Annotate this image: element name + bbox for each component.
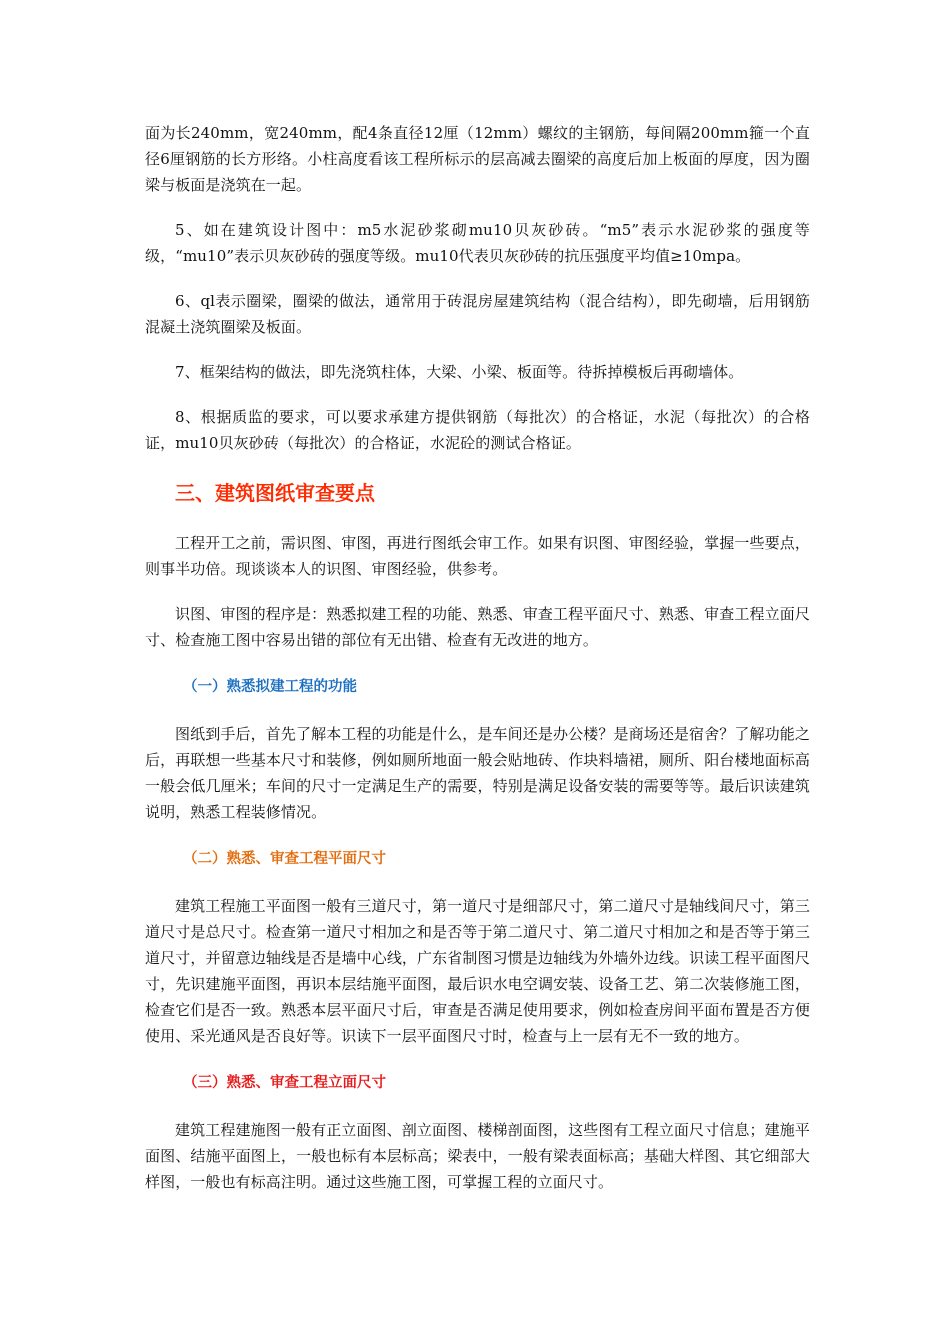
subsection-1-paragraph: 图纸到手后，首先了解本工程的功能是什么，是车间还是办公楼？是商场还是宿舍？了解功能之后，再联想一些基本尺寸和装修，例如厕所地面一般会贴地砖、作块料墙裙，厕所、阳台楼地面标高一般会低几厘米；车间的尺寸一定满足生产的需要，特别是满足设备安装的需要等等。最后识读建筑说明，熟悉工程装修情况。 bbox=[145, 725, 810, 821]
subsection-3-paragraph: 建筑工程建施图一般有正立面图、剖立面图、楼梯剖面图，这些图有工程立面尺寸信息；建施平面图、结施平面图上，一般也标有本层标高；梁表中，一般有梁表面标高；基础大样图、其它细部大样图，一般也有标高注明。通过这些施工图，可掌握工程的立面尺寸。 bbox=[145, 1121, 810, 1191]
paragraph-item-8: 8、根据质监的要求，可以要求承建方提供钢筋（每批次）的合格证，水泥（每批次）的合格证，mu10贝灰砂砖（每批次）的合格证，水泥砼的测试合格证。 bbox=[145, 408, 810, 452]
paragraph-intro: 面为长240mm，宽240mm，配4条直径12厘（12mm）螺纹的主钢筋，每间隔200mm箍一个直径6厘钢筋的长方形络。小柱高度看该工程所标示的层高减去圈梁的高度后加上板面的厚度，因为圈梁与板面是浇筑在一起。 bbox=[145, 124, 810, 194]
subsection-3-heading: （三）熟悉、审查工程立面尺寸 bbox=[183, 1075, 386, 1091]
document-page bbox=[145, 120, 810, 1195]
subsection-2-paragraph: 建筑工程施工平面图一般有三道尺寸，第一道尺寸是细部尺寸，第二道尺寸是轴线间尺寸，第三道尺寸是总尺寸。检查第一道尺寸相加之和是否等于第二道尺寸、第二道尺寸相加之和是否等于第三道尺寸，并留意边轴线是否是墙中心线，广东省制图习惯是边轴线为外墙外边线。识读工程平面图尺寸，先识建施平面图，再识本层结施平面图，最后识水电空调安装、设备工艺、第二次装修施工图，检查它们是否一致。熟悉本层平面尺寸后，审查是否满足使用要求，例如检查房间平面布置是否方便使用、采光通风是否良好等。识读下一层平面图尺寸时，检查与上一层有无不一致的地方。 bbox=[145, 897, 810, 1045]
section-3-heading: 三、建筑图纸审查要点 bbox=[175, 481, 375, 505]
paragraph-item-7: 7、框架结构的做法，即先浇筑柱体，大梁、小梁、板面等。待拆掉模板后再砌墙体。 bbox=[175, 363, 744, 381]
section-3-paragraph-2: 识图、审图的程序是：熟悉拟建工程的功能、熟悉、审查工程平面尺寸、熟悉、审查工程立面尺寸、检查施工图中容易出错的部位有无出错、检查有无改进的地方。 bbox=[145, 605, 810, 649]
subsection-2-heading: （二）熟悉、审查工程平面尺寸 bbox=[183, 851, 386, 867]
paragraph-item-6: 6、ql表示圈梁，圈梁的做法，通常用于砖混房屋建筑结构（混合结构），即先砌墙，后用钢筋混凝土浇筑圈梁及板面。 bbox=[145, 292, 810, 336]
section-3-paragraph-1: 工程开工之前，需识图、审图，再进行图纸会审工作。如果有识图、审图经验，掌握一些要点，则事半功倍。现谈谈本人的识图、审图经验，供参考。 bbox=[145, 534, 810, 578]
subsection-1-heading: （一）熟悉拟建工程的功能 bbox=[183, 679, 357, 695]
paragraph-item-5: 5、如在建筑设计图中：m5水泥砂浆砌mu10贝灰砂砖。“m5”表示水泥砂浆的强度等级，“mu10”表示贝灰砂砖的强度等级。mu10代表贝灰砂砖的抗压强度平均值≥10mpa。 bbox=[145, 221, 810, 265]
